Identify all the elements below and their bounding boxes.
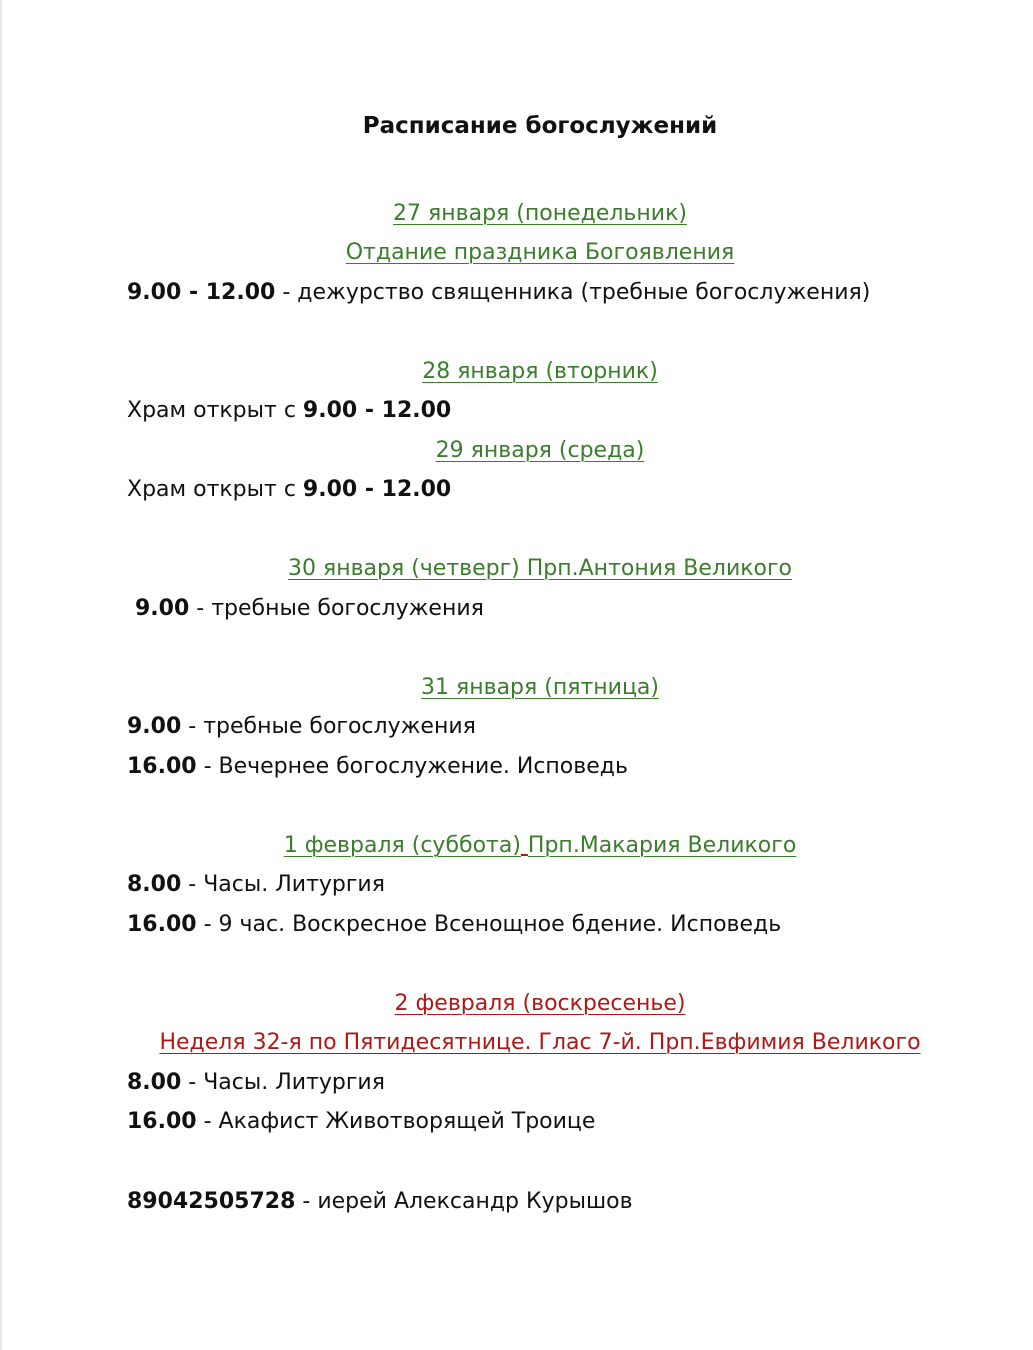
description: - Вечернее богослужение. Исповедь [196, 754, 628, 779]
description: Храм открыт с [127, 398, 303, 423]
date-1-separator [521, 833, 528, 858]
date-1-feast: Прп.Макария Великого [527, 833, 797, 858]
date-28-heading: 28 января (вторник) [422, 359, 658, 384]
schedule-item [135, 595, 484, 623]
schedule-item [127, 1069, 385, 1097]
schedule-item [127, 753, 628, 781]
date-1-heading [0, 832, 1033, 860]
time: 9.00 - 12.00 [302, 398, 452, 423]
description: - Часы. Литургия [181, 1070, 385, 1095]
date-29-heading: 29 января (среда) [435, 438, 645, 463]
page-title: Расписание богослужений [362, 113, 718, 139]
schedule-item [127, 871, 385, 899]
time: 8.00 [127, 1070, 182, 1095]
contact-line [127, 1188, 633, 1216]
description: - Акафист Животворящей Троице [196, 1109, 596, 1134]
description: - требные богослужения [181, 714, 476, 739]
schedule-item [127, 279, 870, 307]
date-27-feast: Отдание праздника Богоявления [345, 240, 735, 265]
schedule-item [127, 397, 451, 425]
time: 9.00 - 12.00 [127, 280, 276, 305]
schedule-item [127, 911, 781, 939]
phone-number: 89042505728 [127, 1189, 296, 1214]
date-2-heading: 2 февраля (воскресенье) [394, 991, 686, 1016]
description: - требные богослужения [189, 596, 484, 621]
time: 16.00 [127, 912, 197, 937]
schedule-item [127, 1108, 595, 1136]
time: 16.00 [127, 1109, 197, 1134]
time: 8.00 [127, 872, 182, 897]
description: Храм открыт с [127, 477, 303, 502]
date-31-heading: 31 января (пятница) [421, 675, 659, 700]
description: - 9 час. Воскресное Всенощное бдение. Исповедь [196, 912, 782, 937]
description: - дежурство священника (требные богослужения) [275, 280, 871, 305]
date-1-date: 1 февраля (суббота) [283, 833, 521, 858]
description: - Часы. Литургия [181, 872, 385, 897]
date-27-heading: 27 января (понедельник) [393, 201, 687, 226]
priest-name: - иерей Александр Курышов [295, 1189, 633, 1214]
time: 16.00 [127, 754, 197, 779]
date-2-feast: Неделя 32-я по Пятидесятнице. Глас 7-й. Прп.Евфимия Великого [159, 1030, 921, 1055]
time: 9.00 - 12.00 [302, 477, 452, 502]
schedule-item [127, 476, 451, 504]
date-30-heading: 30 января (четверг) Прп.Антония Великого [287, 556, 793, 581]
schedule-item [127, 713, 476, 741]
time: 9.00 [127, 714, 182, 739]
time: 9.00 [135, 596, 190, 621]
